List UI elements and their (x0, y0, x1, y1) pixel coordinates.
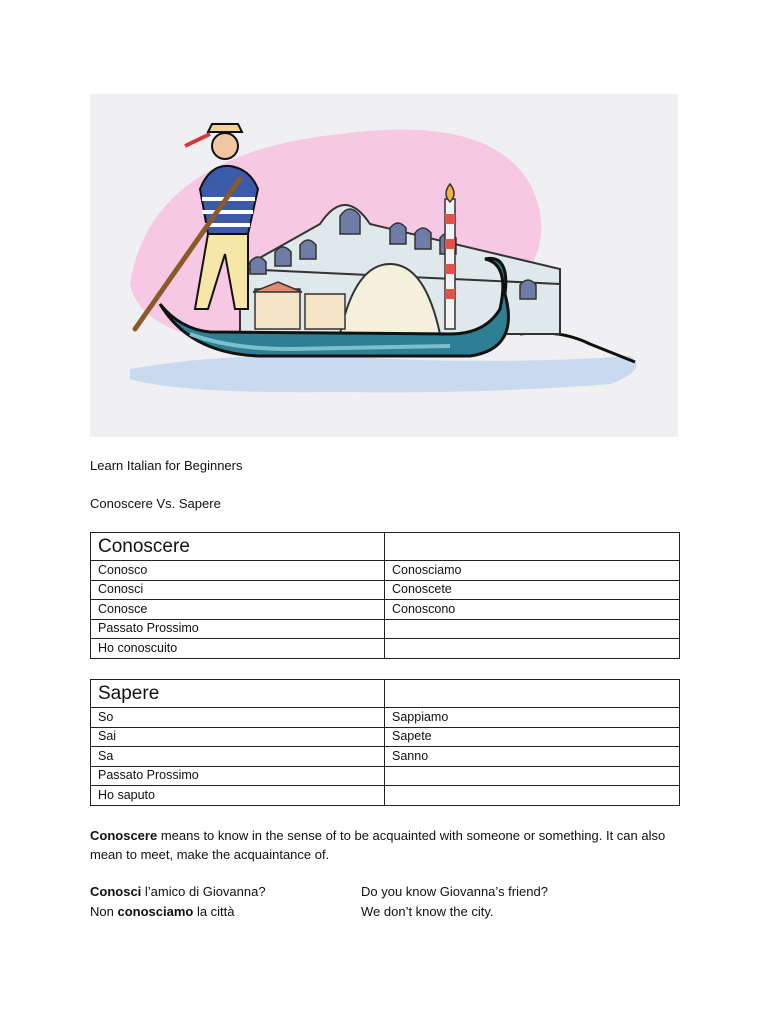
table-cell (385, 533, 680, 561)
table-cell: Sapete (385, 727, 680, 747)
example-english: Do you know Giovanna’s friend? (361, 884, 548, 899)
table-heading: Conoscere (91, 533, 385, 561)
example-rest: l’amico di Giovanna? (141, 884, 266, 899)
table-cell: Passato Prossimo (91, 619, 385, 639)
table-cell: Conosco (91, 561, 385, 581)
table-cell: Ho saputo (91, 786, 385, 806)
table-cell: Conosce (91, 600, 385, 620)
example-rest: la città (193, 904, 235, 919)
table-row (91, 600, 680, 620)
example-bold-word: conosciamo (117, 904, 194, 919)
table-cell: Sai (91, 727, 385, 747)
table-cell: Sanno (385, 747, 680, 767)
document-subtitle: Conoscere Vs. Sapere (90, 496, 221, 511)
table-row (91, 561, 680, 581)
document-title: Learn Italian for Beginners (90, 458, 243, 473)
table-row (91, 786, 680, 806)
table-cell: So (91, 708, 385, 728)
table-cell (385, 786, 680, 806)
table-cell (385, 639, 680, 659)
example-italian (90, 882, 266, 901)
sapere-table (90, 679, 680, 806)
gondola-illustration (90, 94, 678, 437)
table-cell: Sa (91, 747, 385, 767)
explanation-text: means to know in the sense of to be acquainted with someone or something. It can also mean to meet, make the acquaintance of. (90, 828, 666, 862)
gondola-icon (90, 94, 678, 437)
table-header-row (91, 680, 680, 708)
example-english: We don’t know the city. (361, 904, 494, 919)
table-cell: Conoscono (385, 600, 680, 620)
explanation-paragraph (90, 826, 680, 864)
example-italian (90, 902, 235, 921)
table-row (91, 639, 680, 659)
table-row (91, 766, 680, 786)
table-cell: Conosci (91, 580, 385, 600)
conoscere-table (90, 532, 680, 659)
table-cell (385, 766, 680, 786)
table-header-row (91, 533, 680, 561)
table-cell: Conoscete (385, 580, 680, 600)
table-row (91, 747, 680, 767)
table-cell (385, 680, 680, 708)
table-cell: Conosciamo (385, 561, 680, 581)
table-row (91, 580, 680, 600)
table-heading: Sapere (91, 680, 385, 708)
table-cell: Sappiamo (385, 708, 680, 728)
explanation-term: Conoscere (90, 828, 158, 843)
table-cell: Passato Prossimo (91, 766, 385, 786)
table-row (91, 619, 680, 639)
table-row (91, 708, 680, 728)
table-cell (385, 619, 680, 639)
table-cell: Ho conoscuito (91, 639, 385, 659)
table-row (91, 727, 680, 747)
example-bold-word: Conosci (90, 884, 142, 899)
example-prefix: Non (90, 904, 118, 919)
